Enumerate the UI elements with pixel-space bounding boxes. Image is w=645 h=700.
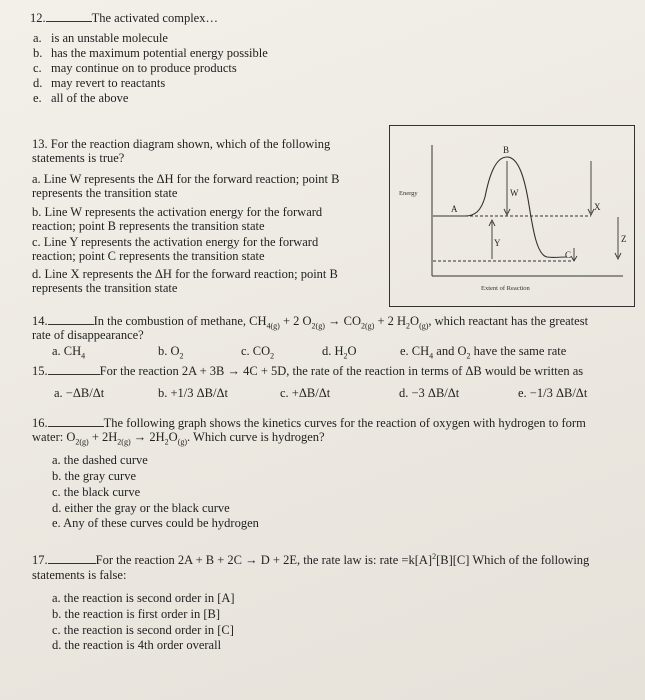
q16-option-d: d. either the gray or the black curve [52,501,230,515]
q13-option-d-line1: d. Line X represents the ΔH for the forward reaction; point B [32,267,338,281]
q15-option-a: a. −ΔB/Δt [54,386,105,400]
q17-option-c: c. the reaction is second order in [C] [52,623,234,637]
q14-stem-line2: rate of disappearance? [32,328,144,342]
q17-option-b: b. the reaction is first order in [B] [52,607,221,621]
q16-option-b: b. the gray curve [52,469,136,483]
q12-option-d: d. may revert to reactants [33,76,166,90]
q17-stem: 17. For the reaction 2A + B + 2C → D + 2E, the rate law is: rate $=k[A]^2[B][C]$ Which of the following [32,551,590,567]
q13-option-b-line1: b. Line W represents the activation energy for the forward [32,205,323,219]
q17-option-a: a. the reaction is second order in [A] [52,591,235,605]
q13-stem-line1: 13. For the reaction diagram shown, which of the following [32,137,331,151]
q17-stem-line2: statements is false: [32,568,127,582]
q14-option-a: a. $CH_4$ [52,344,86,361]
q16-option-c: c. the black curve [52,485,141,499]
q13-option-a-line1: a. Line W represents the ΔH for the forward reaction; point B [32,172,340,186]
q14-option-b: b. $O_2$ [158,344,184,361]
answer-blank-14[interactable] [48,313,94,325]
q12-header: 12. The activated complex… [30,11,218,25]
diagram-x-label: Extent of Reaction [481,285,530,292]
q17-option-d: d. the reaction is 4th order overall [52,638,222,652]
answer-blank-17[interactable] [48,552,96,564]
label-z: Z [621,234,627,244]
label-w: W [510,188,519,198]
label-b: B [503,145,510,155]
q15-option-e: e. −1/3 ΔB/Δt [518,386,588,400]
energy-diagram [389,125,635,307]
diagram-y-label: Energy [399,190,418,197]
q15-option-d: d. −3 ΔB/Δt [399,386,460,400]
q12-option-e: e. all of the above [33,91,129,105]
q15-stem: 15. For the reaction 2A + 3B → 4C + 5D, the rate of the reaction in terms of ΔB would be written as [32,364,584,378]
q13-option-c-line1: c. Line Y represents the activation energy for the forward [32,235,319,249]
label-c: C [565,250,572,260]
q13-option-a-line2: represents the transition state [32,186,178,200]
q12-option-c: c. may continue on to produce products [33,61,237,75]
q14-option-e: e. $CH_4$ and $O_2$ have the same rate [400,344,567,361]
label-a: A [451,204,458,214]
answer-blank-15[interactable] [48,363,100,375]
q15-option-b: b. +1/3 ΔB/Δt [158,386,229,400]
label-x: X [594,202,601,212]
q13-option-c-line2: reaction; point C represents the transition state [32,249,265,263]
q15-option-c: c. +ΔB/Δt [280,386,331,400]
q14-stem: 14. In the combustion of methane, $CH_{4(g)} + 2$ $O_{2(g)} \to CO_{2(g)} + 2$ $H_2O_{(g)}$, which reactant has the greatest [32,314,589,331]
q13-stem-line2: statements is true? [32,151,125,165]
answer-blank-16[interactable] [48,415,104,427]
q12-option-a: a. is an unstable molecule [33,31,168,45]
q14-option-c: c. $CO_2$ [241,344,275,361]
q14-option-d: d. $H_2O$ [322,344,357,361]
answer-blank-12[interactable] [46,10,92,22]
q12-option-b: b. has the maximum potential energy possible [33,46,268,60]
q16-option-e: e. Any of these curves could be hydrogen [52,516,259,530]
q16-stem-line2: water: $O_{2(g)} + 2H_{2(g)} \to 2H_2O_{(g)}$. Which curve is hydrogen? [32,430,325,447]
q13-option-d-line2: represents the transition state [32,281,178,295]
q16-option-a: a. the dashed curve [52,453,148,467]
label-y: Y [494,238,501,248]
q13-option-b-line2: reaction; point B represents the transition state [32,219,265,233]
q16-stem: 16. The following graph shows the kinetics curves for the reaction of oxygen with hydrogen to form [32,416,586,430]
